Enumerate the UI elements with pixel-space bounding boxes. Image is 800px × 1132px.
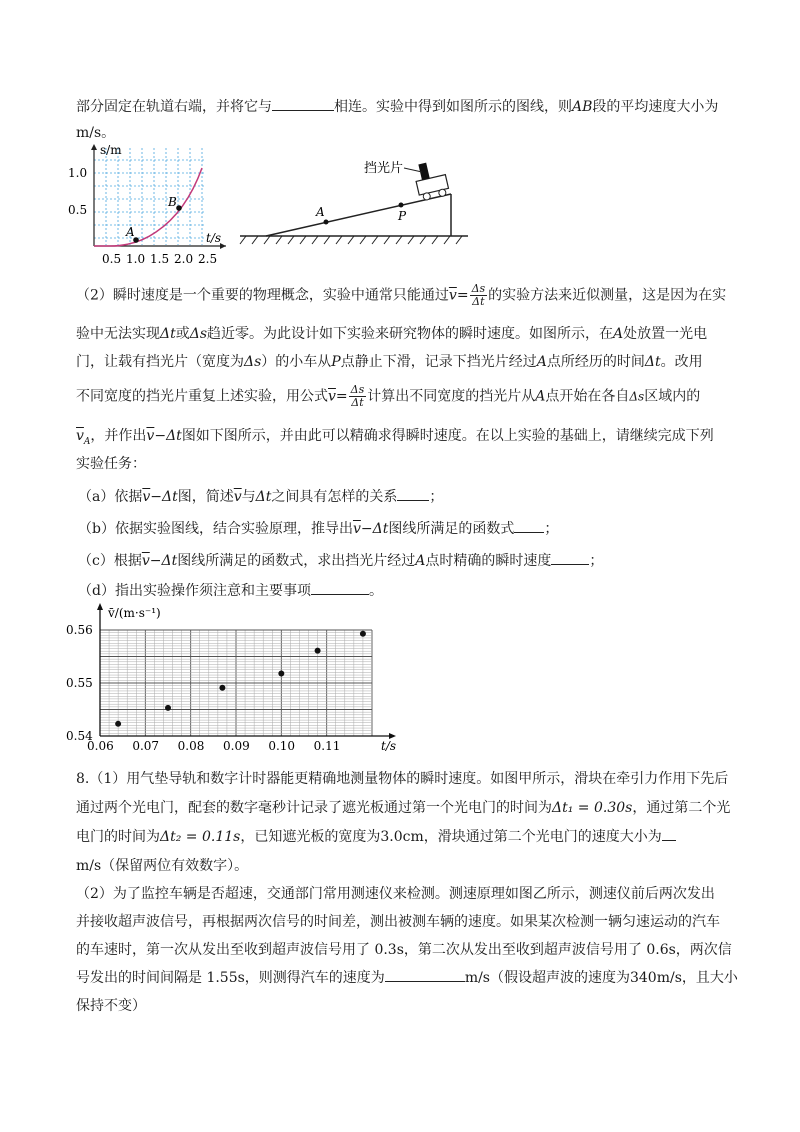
numerator: Δs <box>471 282 486 295</box>
text: A <box>535 388 546 405</box>
task-a <box>78 486 443 506</box>
flag-label: 挡光片 <box>364 161 404 176</box>
text: 门，让载有挡光片（宽度为 <box>76 354 244 370</box>
text: Δt <box>644 354 661 370</box>
text: Δs <box>189 326 208 342</box>
st-grid <box>94 148 204 245</box>
vbar-symbol: $\overline{v}$ <box>146 428 155 444</box>
answer-blank-a[interactable] <box>397 486 429 501</box>
x-tick-label: 0.09 <box>223 739 250 753</box>
text: 的车速时，第一次从发出至收到超声波信号用了 0.3s，第二次从发出至收到超声波信号用了 0.6s，两次信 <box>76 942 732 958</box>
text: ）的小车从 <box>261 354 332 370</box>
st-label-a: A <box>126 225 135 239</box>
text: ； <box>544 521 559 537</box>
formula-dt2: Δt₂ = 0.11s <box>160 829 241 845</box>
text: 。 <box>368 583 383 599</box>
text: m/s。 <box>76 125 116 141</box>
text: A <box>613 326 624 342</box>
text: −Δt <box>149 553 178 569</box>
text: ，并作出 <box>90 428 147 444</box>
text: 趋近零。为此设计如下实验来研究物体的瞬时速度。如图所示，在 <box>207 326 614 342</box>
incline-diagram <box>236 150 476 250</box>
x-tick-label: 0.10 <box>268 739 296 753</box>
text: 号发出的时间间隔是 1.55s，则测得汽车的速度为 <box>76 970 385 986</box>
text: 计算出不同宽度的挡光片从 <box>367 388 536 405</box>
st-y-arrow <box>91 144 97 150</box>
label-p: P <box>398 209 407 223</box>
text: 图如下图所示，并由此可以精确求得瞬时速度。在以上实验的基础上，请继续完成下列 <box>181 428 714 444</box>
q7-p2-line-3 <box>76 351 703 371</box>
q7-p2-line-5 <box>76 425 714 447</box>
text: 。改用 <box>660 354 703 370</box>
st-xtick: 1.0 <box>126 252 146 266</box>
text: 之间具有怎样的关系 <box>271 489 398 505</box>
text: −Δt <box>150 489 178 505</box>
text: ； <box>589 553 604 569</box>
st-ytick: 0.5 <box>68 203 88 217</box>
incline-slope <box>266 194 451 236</box>
text: Δt <box>160 326 176 342</box>
vt-grid <box>100 630 372 736</box>
st-xtick: 2.5 <box>198 252 218 266</box>
vbar-symbol: $\overline{v}$ <box>141 553 150 569</box>
q7-p2-line-4 <box>76 384 700 409</box>
data-point <box>315 648 321 654</box>
text: 处放置一光电 <box>623 326 708 342</box>
text: （d）指出实验操作须注意和主要事项 <box>78 583 311 599</box>
q8-p2-line-2 <box>76 911 720 931</box>
data-point <box>115 721 121 727</box>
answer-blank-d[interactable] <box>311 580 369 595</box>
text: −Δt <box>154 428 182 444</box>
point-a <box>324 220 329 225</box>
text: 区域内的 <box>644 388 701 405</box>
text: 实验任务： <box>76 456 146 472</box>
text: （2）为了监控车辆是否超速，交通部门常用测速仪来检测。测速原理如图乙所示，测速仪前后两次发出 <box>76 886 715 902</box>
text: Δs <box>629 389 645 404</box>
y-tick-label: 0.55 <box>66 676 93 690</box>
formula-dt1: Δt₁ = 0.30s <box>552 800 633 816</box>
x-tick-label: 0.07 <box>132 739 160 753</box>
q7-line-2 <box>76 122 115 142</box>
text: 通过两个光电门，配套的数字毫秒计记录了遮光板通过第一个光电门的时间为 <box>76 800 552 816</box>
numerator: Δs <box>350 383 365 396</box>
vbar-symbol: $\overline{v}$ <box>352 521 361 537</box>
task-b <box>78 518 558 538</box>
data-point <box>360 631 366 637</box>
q8-p2-line-5 <box>76 995 146 1015</box>
text: ，通过第二个光 <box>632 800 731 816</box>
vt-xlabel: t/s <box>381 739 397 753</box>
q7-line-1 <box>76 96 718 116</box>
vt-ylabel: v̄/(m·s⁻¹) <box>108 606 161 620</box>
answer-blank-b[interactable] <box>514 518 544 533</box>
text: = <box>456 287 469 304</box>
denominator: Δt <box>472 295 485 308</box>
vt-y-arrow <box>97 603 103 610</box>
vbar-symbol: $\overline{v}$ <box>328 388 336 405</box>
text: 部分固定在轨道右端，并将它与 <box>76 99 272 115</box>
y-tick-label: 0.56 <box>66 623 93 637</box>
text: 点所经历的时间 <box>546 354 645 370</box>
q8-line-2 <box>76 797 730 817</box>
text: 与 <box>241 489 256 505</box>
text: ； <box>429 489 444 505</box>
denominator: Δt <box>351 396 364 409</box>
text: （a）依据 <box>78 489 143 505</box>
st-graph <box>66 140 236 268</box>
st-point-b <box>176 205 182 211</box>
text: m/s（假设超声波的速度为340m/s，且大小 <box>464 970 738 986</box>
x-tick-label: 0.08 <box>177 739 205 753</box>
ground-hatch <box>240 236 462 244</box>
text: 图线所满足的函数式，求出挡光片经过 <box>177 553 416 569</box>
answer-blank-c[interactable] <box>551 550 589 565</box>
text: A <box>415 553 426 569</box>
vbar-symbol: $\overline{v}$ <box>142 489 151 505</box>
text: （c）根据 <box>78 553 142 569</box>
st-ylabel: s/m <box>100 143 122 157</box>
text: 保持不变） <box>76 998 146 1014</box>
fraction <box>349 384 367 409</box>
q8-p2-line-3 <box>76 939 732 959</box>
q8-p2-line-1 <box>76 883 715 903</box>
st-label-b: B <box>168 195 177 209</box>
text: 段的平均速度大小为 <box>592 99 719 115</box>
q8-p2-line-4 <box>76 967 738 987</box>
text: 不同宽度的挡光片重复上述实验，用公式 <box>76 388 328 405</box>
point-p <box>399 203 404 208</box>
vbar-symbol: $\overline{v}$ <box>76 428 84 444</box>
text: 电门的时间为 <box>76 829 160 845</box>
label-a: A <box>316 205 325 219</box>
subscript: A <box>83 436 91 447</box>
fraction <box>470 283 488 308</box>
st-xlabel: t/s <box>206 231 222 245</box>
text: （b）依据实验图线，结合实验原理，推导出 <box>78 521 353 537</box>
q7-p2-line-6 <box>76 453 146 473</box>
text: P <box>331 354 341 370</box>
text: 验中无法实现 <box>76 326 160 342</box>
text: ，已知遮光板的宽度为3.0cm，滑块通过第二个光电门的速度大小为 <box>240 829 662 845</box>
answer-blank[interactable] <box>272 96 334 111</box>
text: 8.（1）用气垫导轨和数字计时器能更精确地测量物体的瞬时速度。如图甲所示，滑块在牵引力作用下先后 <box>76 771 729 787</box>
text: 点静止下滑，记录下挡光片经过 <box>340 354 537 370</box>
text: −Δt <box>360 521 389 537</box>
text: 点时精确的瞬时速度 <box>425 553 552 569</box>
data-point <box>278 670 284 676</box>
vbar-symbol: $\overline{v}$ <box>233 489 242 505</box>
st-xtick: 0.5 <box>102 252 122 266</box>
q8-line-4 <box>76 855 248 875</box>
st-xtick: 2.0 <box>174 252 194 266</box>
data-point <box>219 685 225 691</box>
x-tick-label: 0.06 <box>87 739 114 753</box>
text: 图，简述 <box>177 489 234 505</box>
q8-line-3 <box>76 826 676 846</box>
text: 或 <box>175 326 190 342</box>
task-d <box>78 580 383 600</box>
text: 并接收超声波信号，再根据两次信号的时间差，测出被测车辆的速度。如果某次检测一辆匀速运动的汽车 <box>76 914 720 930</box>
answer-blank-8-1[interactable] <box>662 826 676 841</box>
x-tick-label: 0.11 <box>313 739 341 753</box>
text: Δs <box>244 354 262 370</box>
q8-line-1 <box>76 768 728 788</box>
st-xtick: 1.5 <box>150 252 170 266</box>
text: m/s（保留两位有效数字）。 <box>76 858 249 874</box>
q7-p2-line-1 <box>76 283 726 308</box>
text: 的实验方法来近似测量，这是因为在实 <box>488 287 727 304</box>
text: A <box>536 354 547 370</box>
text: 点开始在各自 <box>545 388 630 405</box>
task-c <box>78 550 603 570</box>
data-point <box>165 705 171 711</box>
q7-p2-line-2 <box>76 323 707 343</box>
vbar-symbol: $\overline{v}$ <box>448 287 457 304</box>
text: 图线所满足的函数式 <box>388 521 515 537</box>
text: （2）瞬时速度是一个重要的物理概念，实验中通常只能通过 <box>76 287 449 304</box>
text: Δt <box>255 489 272 505</box>
text: = <box>335 388 348 405</box>
st-ytick: 1.0 <box>68 166 88 180</box>
flag-pointer <box>404 168 422 172</box>
text: AB <box>572 99 593 115</box>
answer-blank-8-2[interactable] <box>385 967 465 982</box>
y-tick-label: 0.54 <box>66 729 93 743</box>
cart <box>413 159 450 201</box>
text: 相连。实验中得到如图所示的图线，则 <box>334 99 572 115</box>
vt-chart <box>64 600 404 760</box>
st-curve <box>94 168 202 246</box>
